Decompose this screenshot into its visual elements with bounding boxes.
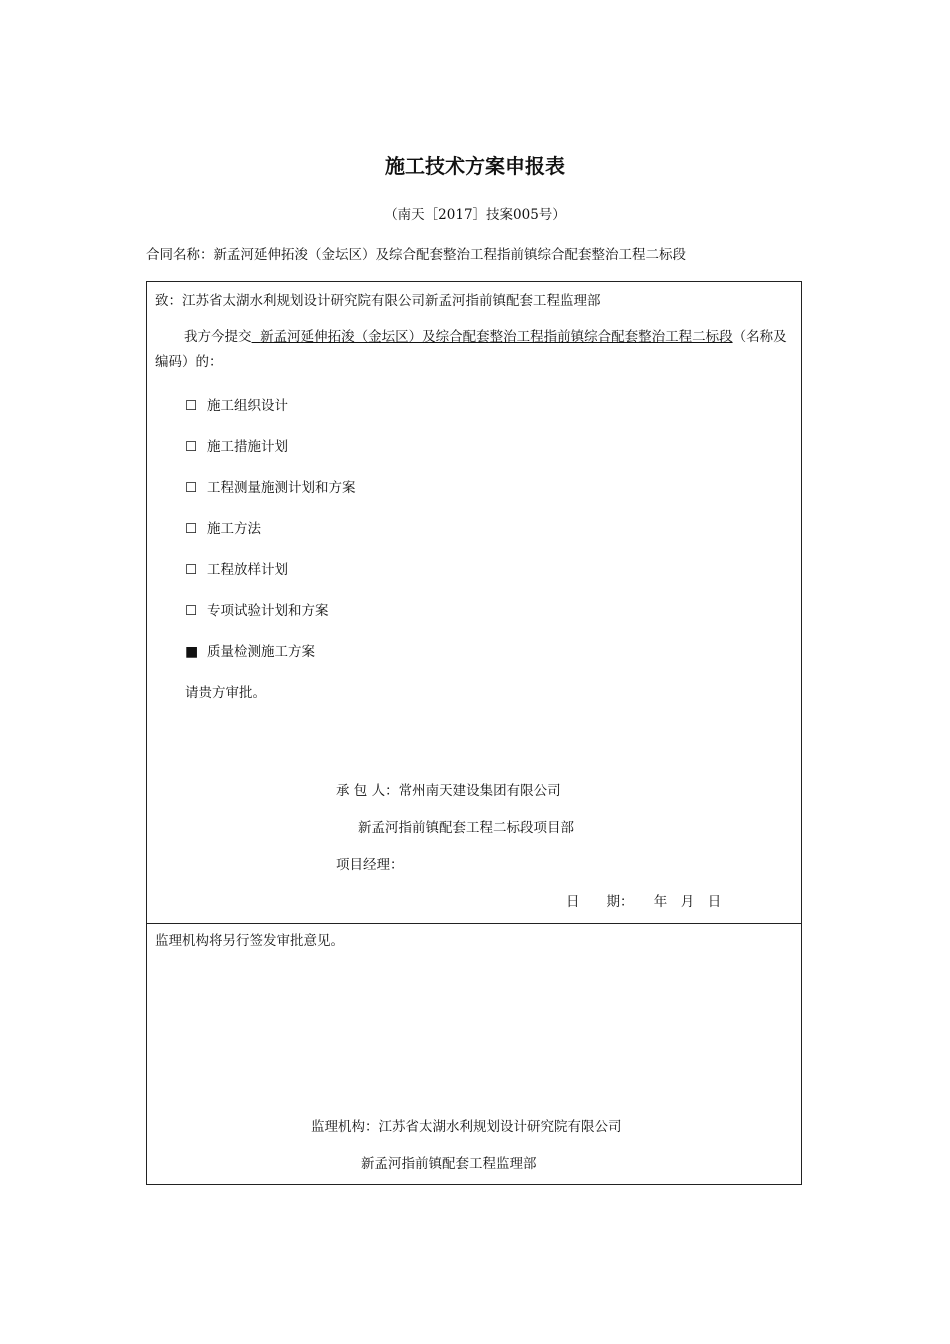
checkbox-icon[interactable]: ☐	[185, 603, 198, 619]
option-construction-method[interactable]	[185, 517, 261, 537]
project-department: 新孟河指前镇配套工程二标段项目部	[358, 820, 574, 836]
project-manager-label: 项目经理：	[336, 857, 404, 873]
supervisor-opinion: 监理机构将另行签发审批意见。	[155, 933, 344, 949]
to-line: 致：江苏省太湖水利规划设计研究院有限公司新孟河指前镇配套工程监理部	[155, 293, 601, 309]
supervisor-line	[311, 1115, 622, 1135]
date-value: 年 月 日	[653, 894, 722, 910]
checkbox-icon[interactable]: ☐	[185, 439, 198, 455]
option-special-test-plan[interactable]	[185, 599, 329, 619]
section-divider	[147, 923, 801, 924]
submission-statement	[155, 325, 797, 375]
checkbox-icon[interactable]: ☐	[185, 562, 198, 578]
contract-name-value: 新孟河延伸拓浚（金坛区）及综合配套整治工程指前镇综合配套整治工程二标段	[213, 247, 686, 263]
option-construction-design[interactable]	[185, 394, 288, 414]
contractor-name: 常州南天建设集团有限公司	[398, 783, 561, 799]
date-label: 日 期：	[566, 894, 627, 910]
date-line	[566, 890, 721, 910]
supervisor-label: 监理机构：	[311, 1119, 379, 1135]
option-label: 施工组织设计	[207, 398, 288, 414]
submit-suffix: （名称及编码）的：	[155, 329, 787, 370]
option-measures-plan[interactable]	[185, 435, 288, 455]
option-label: 工程测量施测计划和方案	[207, 480, 356, 496]
option-label: 施工方法	[207, 521, 261, 537]
option-label: 工程放样计划	[207, 562, 288, 578]
option-quality-inspection[interactable]	[185, 640, 315, 660]
contract-name-line	[146, 243, 686, 263]
checkbox-icon[interactable]: ☐	[185, 480, 198, 496]
approval-request: 请贵方审批。	[185, 685, 266, 701]
option-survey-plan[interactable]	[185, 476, 356, 496]
form-table	[146, 281, 802, 1185]
submit-prefix: 我方今提交	[184, 329, 252, 345]
contractor-line	[336, 779, 561, 799]
supervisor-name: 江苏省太湖水利规划设计研究院有限公司	[378, 1119, 622, 1135]
option-stakeout-plan[interactable]	[185, 558, 288, 578]
option-label: 施工措施计划	[207, 439, 288, 455]
supervisor-department: 新孟河指前镇配套工程监理部	[361, 1156, 537, 1172]
submit-project-name: 新孟河延伸拓浚（金坛区）及综合配套整治工程指前镇综合配套整治工程二标段	[260, 329, 733, 345]
option-label: 专项试验计划和方案	[207, 603, 329, 619]
document-number: （南天［2017］技案005号）	[384, 207, 566, 223]
contract-name-label: 合同名称：	[146, 247, 214, 263]
option-label: 质量检测施工方案	[207, 644, 315, 660]
checkbox-checked-icon[interactable]: ■	[185, 644, 199, 660]
page-title: 施工技术方案申报表	[385, 154, 565, 178]
checkbox-icon[interactable]: ☐	[185, 521, 198, 537]
checkbox-icon[interactable]: ☐	[185, 398, 198, 414]
contractor-label: 承 包 人：	[336, 783, 399, 799]
